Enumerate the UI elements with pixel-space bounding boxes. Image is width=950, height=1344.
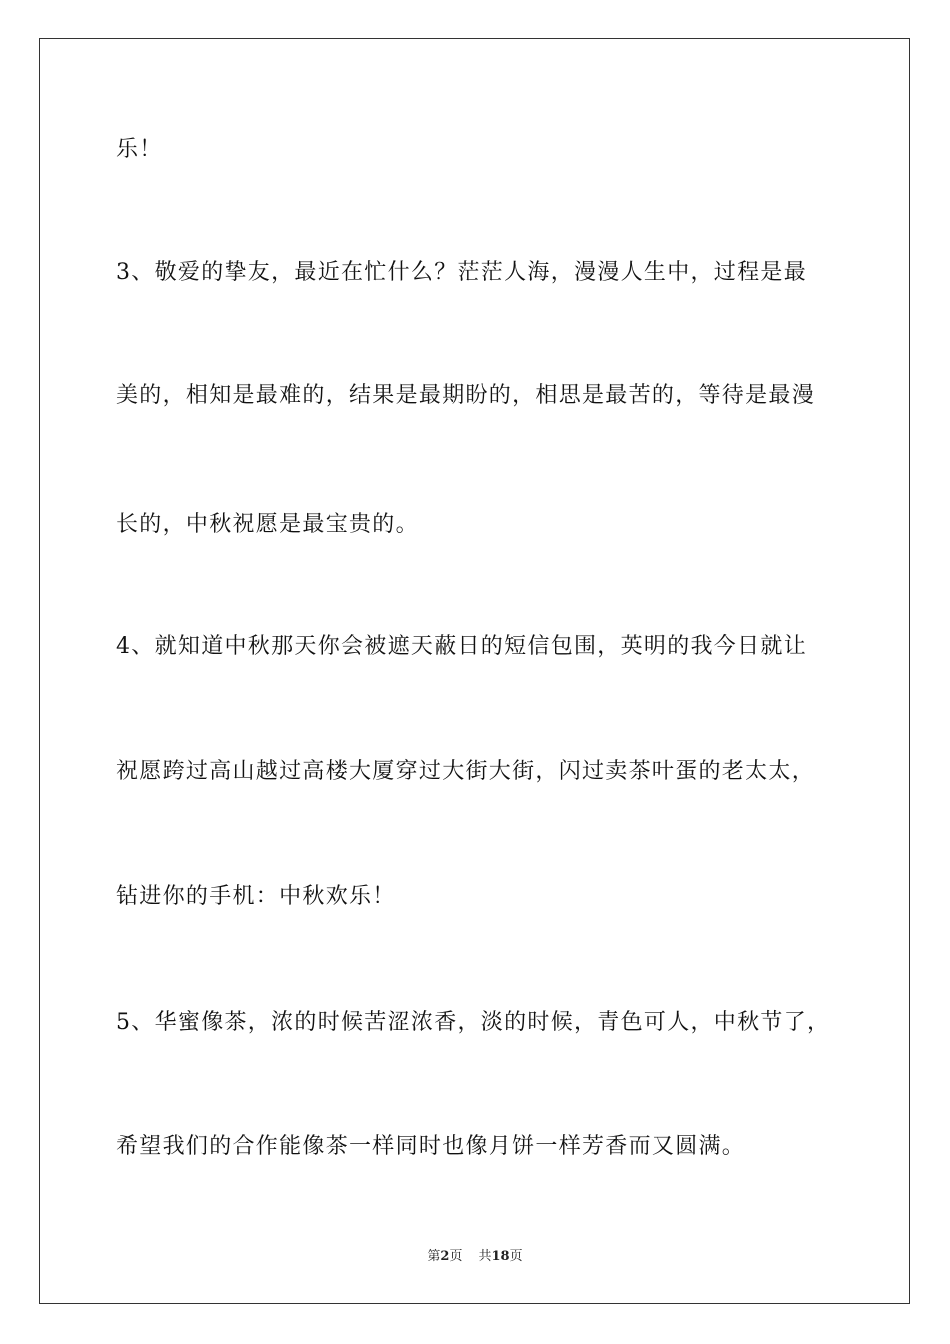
text-line: 5、华蜜像茶，浓的时候苦涩浓香，淡的时候，青色可人，中秋节了， [116, 1010, 831, 1035]
text-line: 祝愿跨过高山越过高楼大厦穿过大街大街，闪过卖茶叶蛋的老太太， [116, 759, 816, 784]
page-prefix: 第 [427, 1249, 441, 1264]
text-line: 乐！ [116, 137, 163, 162]
total-pages: 18 [491, 1249, 510, 1264]
text-line: 长的，中秋祝愿是最宝贵的。 [116, 512, 419, 537]
text-line: 4、就知道中秋那天你会被遮天蔽日的短信包围，英明的我今日就让 [116, 634, 807, 659]
text-line: 3、敬爱的挚友，最近在忙什么？茫茫人海，漫漫人生中，过程是最 [116, 260, 807, 285]
total-prefix: 共 [478, 1249, 492, 1264]
text-line: 钻进你的手机：中秋欢乐！ [116, 884, 396, 909]
page-suffix: 页 [449, 1249, 463, 1264]
total-suffix: 页 [509, 1249, 523, 1264]
page-footer [0, 1248, 950, 1266]
text-line: 希望我们的合作能像茶一样同时也像月饼一样芳香而又圆满。 [116, 1134, 746, 1159]
text-line: 美的，相知是最难的，结果是最期盼的，相思是最苦的，等待是最漫 [116, 383, 816, 408]
page-number: 2 [440, 1249, 450, 1264]
page-frame [39, 38, 910, 1304]
